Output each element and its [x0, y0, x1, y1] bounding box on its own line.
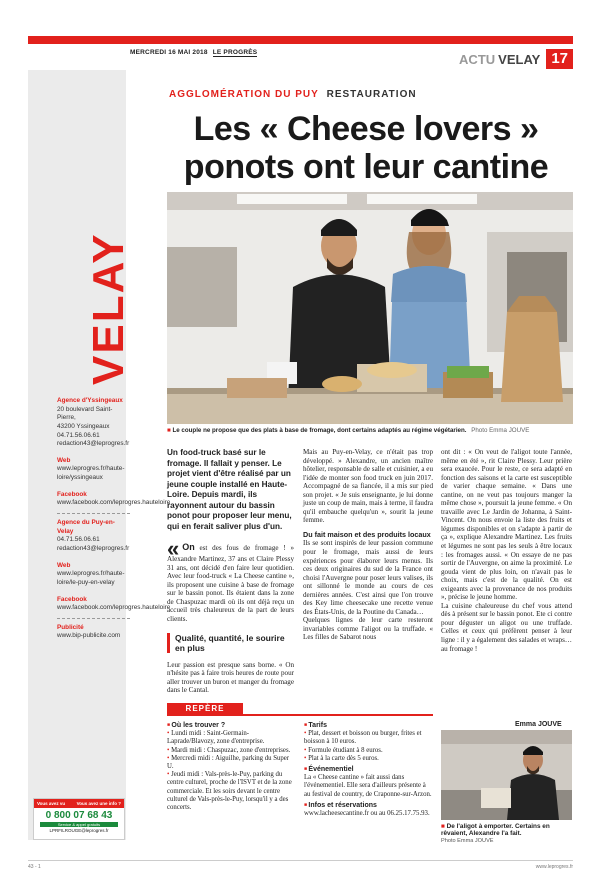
facebook1-label: Facebook	[57, 490, 87, 498]
facebook1-link[interactable]: www.facebook.com/leprogres.hauteloire	[57, 499, 171, 507]
agency1-email: redaction43@leprogres.fr	[57, 440, 130, 448]
divider	[57, 513, 130, 514]
article-headline: Les « Cheese lovers » ponots ont leur cantine	[183, 110, 549, 186]
article-paragraph: La cuisine chaleureuse du chef vous attend dès à présent sur le bassin ponot. Ete ci contre pour déguster un aligot ou une truffade. Celles et ceux qui préfèrent penser à leur ligne : il y a également des salades et wraps… au fromage !	[441, 601, 572, 653]
agency2-email: redaction43@leprogres.fr	[57, 544, 130, 552]
repere-where-item: • Mardi midi : Chaspuzac, zone d'entreprises.	[167, 747, 296, 755]
article-paragraph: Leur passion est presque sans borne. « On n'hésite pas à faire trois heures de route pour aller trouver un buron et manger du fromage dans le Cantal.	[167, 660, 294, 695]
agency1-title: Agence d'Yssingeaux	[57, 397, 123, 404]
kicker-location: AGGLOMÉRATION DU PUY	[169, 89, 319, 100]
article-column-1	[167, 448, 294, 695]
article-paragraph: Mais au Puy-en-Velay, ce n'était pas trop développé. » Alexandre, un ancien maître hôtelier, responsable de salle et cuisinier, a eu l'idée de monter son food truck en juin 2017. Accompagné de sa fiancée, il a mis sur pied son projet. « Je suis enseignante, je lui donne juste un coup de main, mais à terme, il faudra qu'il embauche quelqu'un », sourit la jeune femme.	[303, 448, 433, 525]
contact-block	[57, 397, 171, 641]
repere-column-left	[167, 716, 296, 818]
article-intertitle: Qualité, quantité, le sourire en plus	[167, 633, 294, 653]
promo-left-text: Vous avez vu	[37, 801, 66, 806]
secondary-photo-caption	[441, 823, 572, 845]
web1-link[interactable]: www.leprogres.fr/haute-loire/yssingeaux	[57, 465, 125, 482]
caption-bullet: ■	[167, 427, 171, 434]
repere-event-title: ■ Événementiel	[304, 765, 433, 774]
pub-link[interactable]: www.bip-publicite.com	[57, 632, 121, 640]
footer-left: 43 - 1	[28, 864, 41, 870]
repere-where-item: • Jeudi midi : Vals-près-le-Puy, parking du centre culturel, proche de l'ISVT et de la zone commerciale. Et les soirs devant le centre culturel de Vals-près-le-Puy, lorsqu'il y a des concerts.	[167, 771, 296, 812]
repere-info-title: ■ Infos et réservations	[304, 801, 433, 810]
top-red-bar	[28, 36, 573, 44]
divider	[57, 618, 130, 619]
web2-label: Web	[57, 561, 71, 569]
web2-link[interactable]: www.leprogres.fr/haute-loire/le-puy-en-velay	[57, 570, 125, 586]
article-column-2	[303, 448, 433, 642]
promo-top-band	[34, 799, 124, 808]
caption2-text: De l'aligot à emporter. Certains en rêvaient, Alexandre l'a fait.	[441, 823, 550, 838]
repere-box	[167, 703, 433, 848]
promo-right-text: Vous avez une info ?	[76, 801, 121, 806]
repere-tarif-item: • Plat, dessert et boisson ou burger, frites et boisson à 10 euros.	[304, 730, 433, 746]
main-photo-caption	[167, 427, 573, 434]
repere-tarifs-title: ■ Tarifs	[304, 721, 433, 730]
kicker-topic: RESTAURATION	[326, 89, 417, 100]
promo-email: LPRFILROUGE@leprogres.fr	[49, 828, 109, 833]
lead-text: est des fous de fromage ! » Alexandre Martinez, 37 ans et Claire Plessy 31 ans, ont décidé d'en faire leur quotidien. Avec leur food-truck « La Cheese cantine », ils proposent une cuisine à base de fromage sur le bassin ponot. Ils étaient dans la zone de Chaspuzac mardi où ils ont déjà reçu un accueil très chaleureux de la part de leurs clients.	[167, 544, 294, 624]
article-kicker	[169, 89, 417, 100]
secondary-photo-illustration	[441, 730, 572, 820]
repere-tag: REPÈRE	[167, 703, 243, 714]
drop-word: On	[182, 542, 195, 552]
repere-tarif-item: • Plat à la carte dès 5 euros.	[304, 755, 433, 763]
author-signature: Emma JOUVE	[515, 721, 562, 728]
secondary-photo	[441, 730, 572, 820]
sidebar-vertical-title: VELAY	[84, 232, 133, 385]
open-quote-mark: «	[167, 536, 180, 561]
repere-where-title: ■ Où les trouver ?	[167, 721, 296, 730]
caption-credit: Photo Emma JOUVE	[471, 427, 530, 434]
repere-where-item: • Lundi midi : Saint-Germain-Laprade/Blavozy, zone d'entreprise.	[167, 730, 296, 746]
facebook2-link[interactable]: www.facebook.com/leprogres.hauteloire	[57, 604, 171, 612]
agency2-title: Agence du Puy-en-Velay	[57, 519, 115, 535]
page-footer	[28, 860, 573, 870]
section-velay: VELAY	[498, 51, 541, 67]
page-number: 17	[546, 49, 573, 69]
footer-right[interactable]: www.leprogres.fr	[535, 864, 573, 870]
agency1-address: 20 boulevard Saint-Pierre, 43200 Yssingeaux	[57, 405, 113, 430]
article-column-3	[441, 448, 572, 653]
article-subheading: Du fait maison et des produits locaux	[303, 529, 431, 539]
section-actu: ACTU	[459, 51, 496, 67]
article-paragraph: Quelques lignes de leur carte resteront invariables comme l'aligot ou la truffade. « Les filles de Sabarot nous	[303, 616, 433, 642]
repere-event-text: La « Cheese cantine » fait aussi dans l'événementiel. Elle sera d'ailleurs présente à au festival de country, de Craponne-sur-Arzon.	[304, 774, 432, 798]
promo-phone: 0 800 07 68 43	[45, 810, 113, 821]
main-photo	[167, 192, 573, 424]
main-photo-illustration	[167, 192, 573, 424]
repere-column-right	[304, 716, 433, 818]
caption2-credit: Photo Emma JOUVE	[441, 837, 494, 844]
facebook2-label: Facebook	[57, 595, 87, 603]
repere-tarif-item: • Formule étudiant à 8 euros.	[304, 747, 433, 755]
article-paragraph: ont dit : « On veut de l'aligot toute l'année, même en été », rit Claire Plessy. Leur prière sera exaucée. Pour le reste, ce sera adapté en fonction des saisons et la carte est susceptible de varier chaque semaine. « Dans une cantine, on ne veut pas toujours manger la même chose », poursuit la jeune femme. « On travaille avec Le Jardin de Johanna, à Saint-Vincent. On nous envoie la liste des fruits et légumes disponibles et on s'adapte à partir de ça », explique Alexandre Martinez. Les fruits et légumes ne sont pas les seuls à être locaux : les fromages aussi. « On essaye de ne pas sortir de l'Auvergne, on aime la proximité. Le gouda vient de plus loin, on n'avait pas le choix, mais c'est de la qualité. On est exigeants avec la provenance de nos produits », précise le jeune homme.	[441, 448, 572, 602]
article-chapo: Un food-truck basé sur le fromage. Il fallait y penser. Le projet vient d'être réalisé par un jeune couple installé en Haute-Loire. Depuis mardi, ils rayonnent autour du bassin ponot pour proposer leur menu, qui en ferait saliver plus d'un.	[167, 448, 292, 531]
info-promo-box	[33, 798, 125, 840]
pub-label: Publicité	[57, 623, 84, 631]
repere-info-text[interactable]: www.lacheesecantine.fr ou au 06.25.17.75.93.	[304, 810, 430, 818]
article-paragraph: Ils se sont inspirés de leur passion commune pour le fromage, mais aussi de leurs expériences pour élaborer leurs menus. Ils ces deux originaires du sud de la France ont choisi l'Auvergne pour poser leurs valises, ils ont sillonné le monde au cours de ces dernières années. C'est ainsi que l'on trouve des Key lime cheesecake une recette venue des États-Unis, de la Poutine du Canada…	[303, 539, 433, 616]
article-lead-paragraph	[167, 536, 294, 624]
agency2-phone: 04.71.56.06.61	[57, 536, 100, 544]
caption-text: Le couple ne propose que des plats à base de fromage, dont certains adaptés au régime végétarien.	[172, 427, 467, 434]
repere-where-item: • Mercredi midi : Aiguilhe, parking du Super U.	[167, 755, 296, 771]
masthead	[130, 49, 257, 56]
caption-bullet: ■	[441, 823, 445, 830]
section-header	[459, 49, 573, 69]
promo-service: Service & appel gratuits	[40, 822, 118, 827]
masthead-paper: LE PROGRÈS	[212, 49, 258, 56]
agency1-phone: 04.71.56.06.61	[57, 431, 100, 439]
masthead-date: MERCREDI 16 MAI 2018	[130, 49, 208, 56]
web1-label: Web	[57, 456, 71, 464]
repere-body	[167, 714, 433, 818]
